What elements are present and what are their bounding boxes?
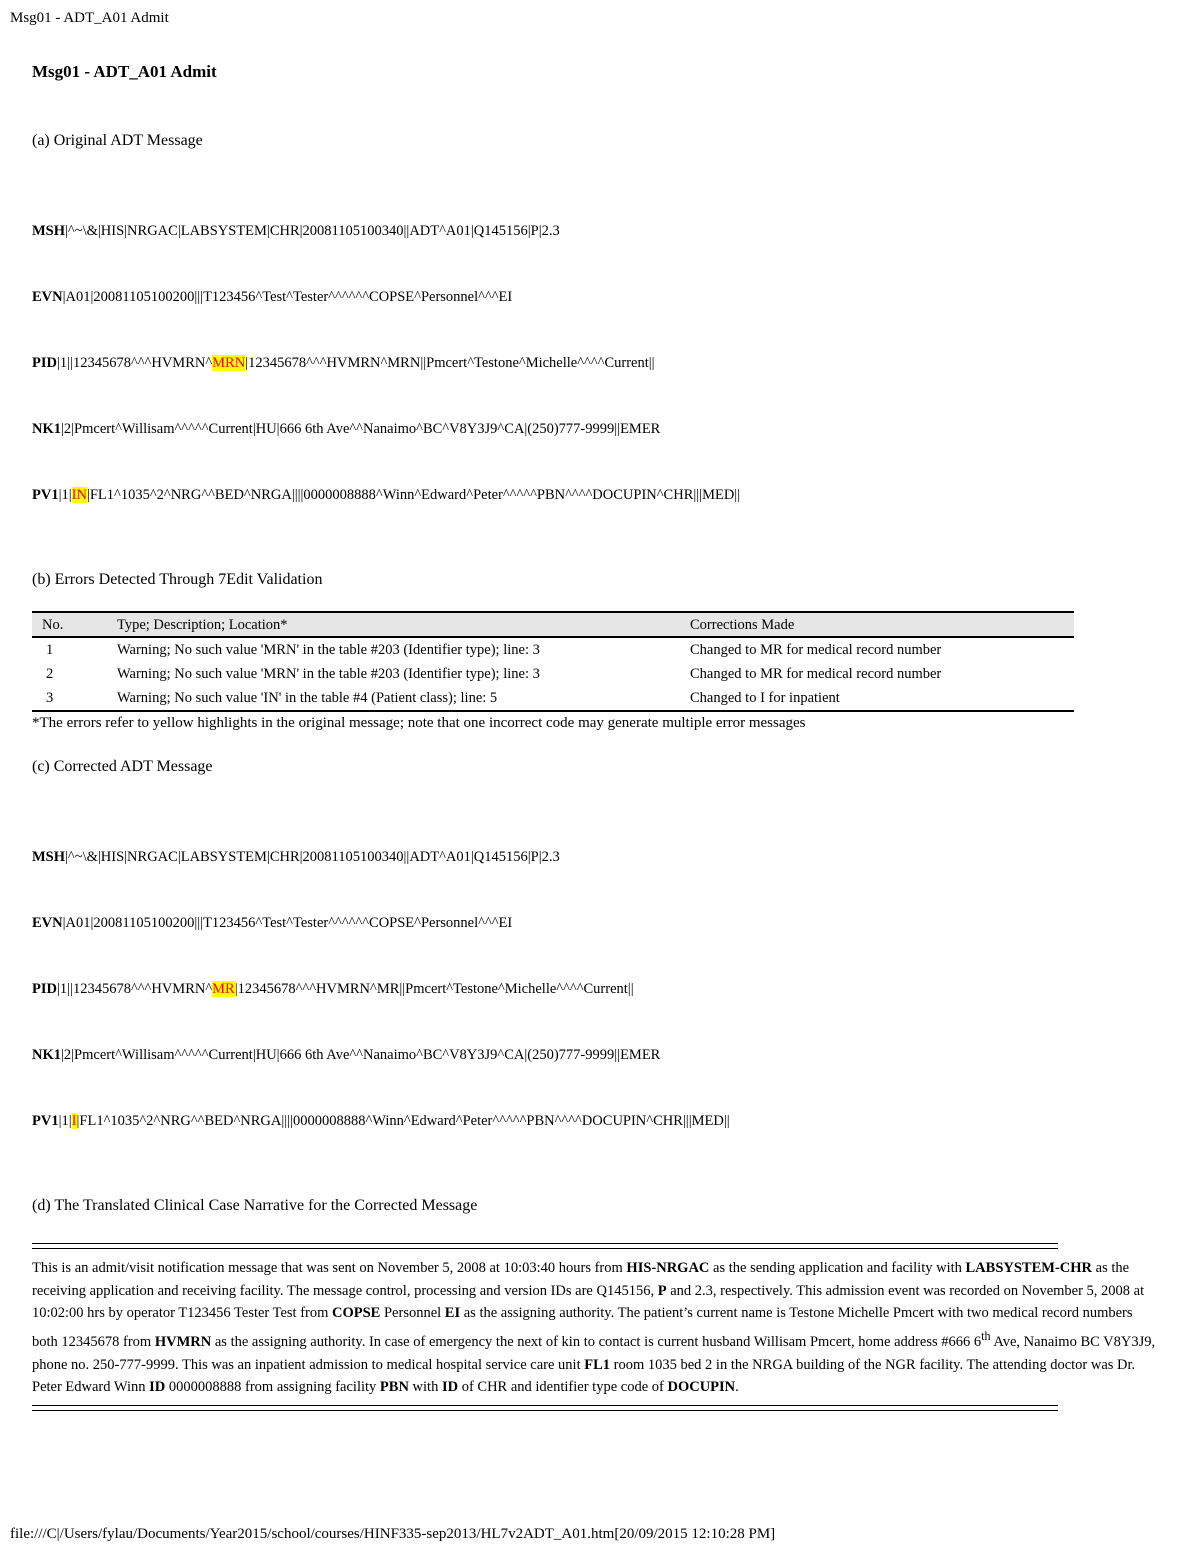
correction-highlight: I xyxy=(71,1113,77,1129)
narrative-term: ID xyxy=(441,1379,459,1396)
section-heading-corrected: (c) Corrected ADT Message xyxy=(32,758,213,775)
narrative-top-rule xyxy=(32,1243,1058,1249)
narrative-text: as the assigning authority. In case of emergency the next of kin to contact is current husband Willisam Pmcert, home address #666 6 xyxy=(211,1333,982,1350)
narrative-text: of CHR and identifier type code of xyxy=(458,1379,668,1396)
row-number: 3 xyxy=(32,686,117,711)
segment-fields: |FL1^1035^2^NRG^^BED^NRGA||||0000008888^Winn^Edward^Peter^^^^^PBN^^^^DOCUPIN^CHR|||MED|| xyxy=(76,1113,730,1129)
page-footer-url: file:///C|/Users/fylau/Documents/Year2015/school/courses/HINF335-sep2013/HL7v2ADT_A01.htm[20/09/2015 12:10:28 PM] xyxy=(10,1526,776,1542)
clinical-narrative xyxy=(32,1257,1157,1399)
segment-fields: |1| xyxy=(58,487,72,503)
ordinal-superscript: th xyxy=(981,1329,991,1344)
narrative-text: Personnel xyxy=(380,1305,445,1322)
segment-id: PID xyxy=(32,355,57,371)
segment-id: NK1 xyxy=(32,1047,61,1063)
original-adt-message xyxy=(32,176,1157,550)
narrative-term: COPSE xyxy=(332,1305,381,1322)
segment-id: EVN xyxy=(32,915,63,931)
narrative-term: HIS-NRGAC xyxy=(626,1260,710,1276)
narrative-text: with xyxy=(408,1379,442,1396)
row-description: Warning; No such value 'IN' in the table #4 (Patient class); line: 5 xyxy=(117,686,690,711)
corrected-adt-message xyxy=(32,802,1157,1176)
segment-id: PID xyxy=(32,981,57,997)
narrative-term: EI xyxy=(444,1305,461,1322)
segment-id: EVN xyxy=(32,289,63,305)
pid-segment-line xyxy=(32,352,1157,374)
errors-table xyxy=(32,611,1074,712)
segment-fields: |1| xyxy=(58,1113,72,1129)
evn-segment-line xyxy=(32,286,1157,308)
narrative-text: as the assigning authority. The patient’s current name is Testone Michelle Pmcert with two medical record numbers both 12345678 from xyxy=(32,1305,1133,1350)
msh-segment-line xyxy=(32,846,1157,868)
row-number: 2 xyxy=(46,665,54,682)
page-header: Msg01 - ADT_A01 Admit xyxy=(10,10,169,26)
narrative-term: LABSYSTEM-CHR xyxy=(965,1260,1093,1276)
narrative-text: This is an admit/visit notification message that was sent on November 5, 2008 at 10:03:40 hours from xyxy=(32,1260,627,1276)
segment-fields: |2|Pmcert^Willisam^^^^^Current|HU|666 6th Ave^^Nanaimo^BC^V8Y3J9^CA|(250)777-9999||EMER xyxy=(61,421,661,437)
segment-fields: |12345678^^^HVMRN^MRN||Pmcert^Testone^Michelle^^^^Current|| xyxy=(245,355,655,371)
section-heading-errors: (b) Errors Detected Through 7Edit Validation xyxy=(32,571,323,588)
narrative-term: PBN xyxy=(379,1379,409,1396)
segment-id: NK1 xyxy=(32,421,61,437)
msh-segment-line xyxy=(32,220,1157,242)
table-row xyxy=(32,662,1074,686)
row-description: Warning; No such value 'MRN' in the table #203 (Identifier type); line: 3 xyxy=(117,665,540,682)
segment-fields: |1||12345678^^^HVMRN^ xyxy=(56,355,213,371)
segment-fields: |1||12345678^^^HVMRN^ xyxy=(56,981,213,997)
narrative-term: HVMRN xyxy=(154,1333,212,1350)
section-heading-original: (a) Original ADT Message xyxy=(32,132,203,149)
row-correction: Changed to MR for medical record number xyxy=(690,641,942,658)
narrative-term: ID xyxy=(149,1379,166,1396)
pv1-segment-line xyxy=(32,484,1157,506)
error-highlight: MRN xyxy=(212,355,246,371)
narrative-term: FL1 xyxy=(584,1356,611,1373)
document-title: Msg01 - ADT_A01 Admit xyxy=(32,62,217,81)
section-heading-narrative: (d) The Translated Clinical Case Narrative for the Corrected Message xyxy=(32,1197,478,1214)
table-row xyxy=(32,686,1074,711)
correction-highlight: MR xyxy=(212,981,235,997)
error-highlight: IN xyxy=(71,487,87,503)
column-header-no: No. xyxy=(42,616,64,633)
column-header-description: Type; Description; Location* xyxy=(117,616,288,633)
segment-id: MSH xyxy=(32,223,66,239)
narrative-text: and 2.3, respectively. This admission event was recorded on November 5, 2008 at 10:02:00 hrs by operator T123456 Tester Test from xyxy=(32,1282,1145,1322)
column-header-corrections: Corrections Made xyxy=(690,616,795,633)
segment-id: MSH xyxy=(32,849,66,865)
segment-fields: |12345678^^^HVMRN^MR||Pmcert^Testone^Michelle^^^^Current|| xyxy=(234,981,634,997)
pid-segment-line xyxy=(32,978,1157,1000)
segment-fields: |^~\&|HIS|NRGAC|LABSYSTEM|CHR|20081105100340||ADT^A01|Q145156|P|2.3 xyxy=(65,849,560,865)
narrative-text: Ave, Nanaimo BC V8Y3J9, phone no. 250-777-9999. This was an inpatient admission to medical hospital service care unit xyxy=(32,1333,1156,1373)
table-footnote: *The errors refer to yellow highlights in the original message; note that one incorrect code may generate multiple error messages xyxy=(32,715,806,731)
narrative-text: . xyxy=(735,1379,739,1396)
segment-id: PV1 xyxy=(32,1113,59,1129)
nk1-segment-line xyxy=(32,1044,1157,1066)
narrative-text: room 1035 bed 2 in the NRGA building of the NGR facility. The attending doctor was Dr. Peter Edward Winn xyxy=(32,1356,1136,1396)
nk1-segment-line xyxy=(32,418,1157,440)
pv1-segment-line xyxy=(32,1110,1157,1132)
evn-segment-line xyxy=(32,912,1157,934)
segment-id: PV1 xyxy=(32,487,59,503)
segment-fields: |A01|20081105100200|||T123456^Test^Tester^^^^^^COPSE^Personnel^^^EI xyxy=(62,289,513,305)
segment-fields: |FL1^1035^2^NRG^^BED^NRGA||||0000008888^Winn^Edward^Peter^^^^^PBN^^^^DOCUPIN^CHR|||MED|| xyxy=(86,487,741,503)
narrative-term: P xyxy=(657,1282,667,1299)
row-correction: Changed to I for inpatient xyxy=(690,686,1074,711)
segment-fields: |2|Pmcert^Willisam^^^^^Current|HU|666 6th Ave^^Nanaimo^BC^V8Y3J9^CA|(250)777-9999||EMER xyxy=(61,1047,661,1063)
document-body xyxy=(32,62,1157,1411)
row-number: 1 xyxy=(46,641,54,658)
row-correction: Changed to MR for medical record number xyxy=(690,665,942,682)
errors-table-header xyxy=(32,612,1074,637)
segment-fields: |A01|20081105100200|||T123456^Test^Tester^^^^^^COPSE^Personnel^^^EI xyxy=(62,915,513,931)
narrative-text: as the sending application and facility with xyxy=(709,1260,966,1276)
row-description: Warning; No such value 'MRN' in the table #203 (Identifier type); line: 3 xyxy=(117,641,540,658)
narrative-text: as the receiving application and receiving facility. The message control, processing and version IDs are Q145156, xyxy=(32,1260,1130,1299)
segment-fields: |^~\&|HIS|NRGAC|LABSYSTEM|CHR|20081105100340||ADT^A01|Q145156|P|2.3 xyxy=(65,223,560,239)
narrative-text: 0000008888 from assigning facility xyxy=(165,1379,380,1396)
table-row xyxy=(32,637,1074,662)
narrative-bottom-rule xyxy=(32,1405,1058,1411)
narrative-term: DOCUPIN xyxy=(667,1379,736,1396)
